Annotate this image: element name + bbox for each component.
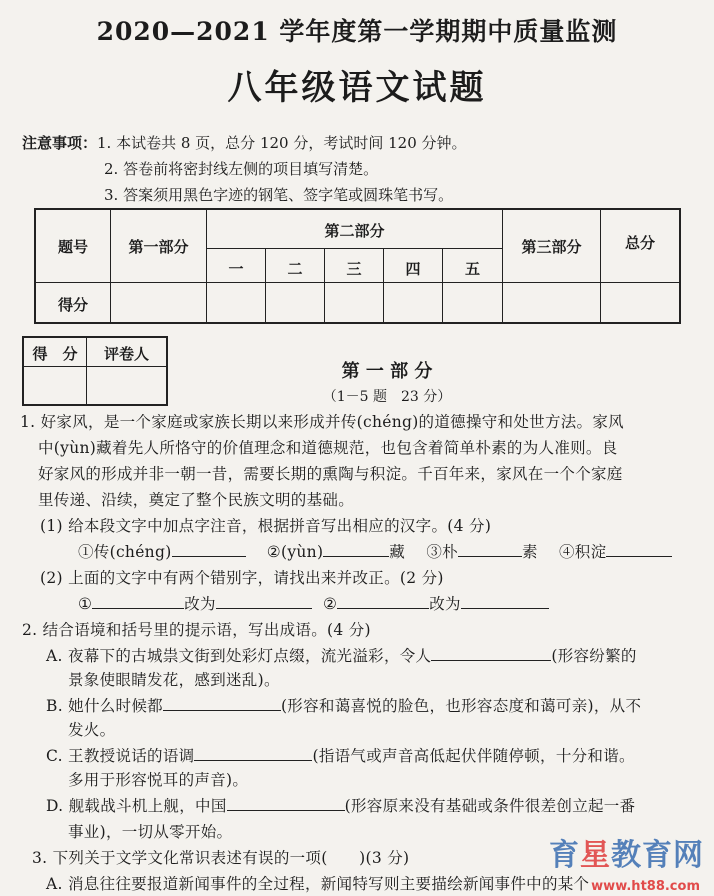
q2-c-text: C. 王教授说话的语调 [46,747,195,765]
q2-c-blank[interactable] [194,746,312,761]
score-table [34,208,681,324]
q1-sub1-answers [78,540,672,562]
q2-d-blank[interactable] [227,796,345,811]
q2-a-line1 [46,644,637,666]
q2-a-line2: 景象使眼睛发花，感到迷乱)。 [68,671,280,689]
q1-sub1: (1) 给本段文字中加点字注音，根据拼音写出相应的汉字。(4 分) [40,517,492,535]
header-part2-5: 五 [464,260,480,278]
q1-sub2-item4: 改为 [429,595,461,613]
score-cell-total[interactable] [601,283,679,322]
header-part2: 第二部分 [324,222,385,240]
q2-b-text: B. 她什么时候都 [46,697,163,715]
q1-sub1-item2: ②(yùn) [266,543,324,561]
q3-stem: 3. 下列关于文学文化常识表述有误的一项( )(3 分) [32,849,410,867]
header-total: 总分 [624,234,655,252]
q2-a-hint: (形容纷繁的 [551,647,637,665]
header-part2-4: 四 [405,260,421,278]
header-part3: 第三部分 [521,238,582,256]
watermark-logo [549,830,704,874]
watermark-text-a: 育 [549,838,580,873]
q2-b-blank[interactable] [163,696,281,711]
exam-subject-title: 八年级语文试题 [227,68,487,108]
q1-line-2: 中(yùn)藏着先人所恪守的价值理念和道德规范，也包含着简单朴素的为人准则。良 [38,439,618,457]
q1-sub2-item3: ② [323,595,338,613]
q1-correction-2b[interactable] [461,594,549,609]
q1-sub2: (2) 上面的文字中有两个错别字，请找出来并改正。(2 分) [40,569,444,587]
q1-sub1-item3: ③朴 [426,543,458,561]
q2-b-line2: 发火。 [68,721,116,739]
q3-option-a: A. 消息往往要报道新闻事件的全过程，新闻特写则主要描绘新闻事件中的某个 [46,875,590,893]
watermark-star: 星 [580,838,611,873]
q2-d-text: D. 舰载战斗机上舰，中国 [46,797,227,815]
notes-block [22,132,467,153]
q1-sub1-item1: ①传(chéng) [78,543,172,561]
q1-line-3: 好家风的形成并非一朝一昔，需要长期的熏陶与积淀。千百年来，家风在一个个家庭 [38,465,623,483]
grader-score-label: 得 分 [32,345,78,363]
q1-blank-2[interactable] [323,542,389,557]
q2-c-line1 [46,744,635,766]
q1-sub1-item3-tail: 素 [521,543,538,561]
q1-blank-1[interactable] [172,542,246,557]
q1-line-4: 里传递、沿续，奠定了整个民族文明的基础。 [38,491,355,509]
q2-c-line2: 多用于形容悦耳的声音)。 [68,771,249,789]
notes-lead: 注意事项： [22,134,98,152]
q2-a-blank[interactable] [431,646,551,661]
header-part1: 第一部分 [128,238,189,256]
note-item-1: 1. 本试卷共 8 页，总分 120 分，考试时间 120 分钟。 [97,134,467,152]
q2-a-text: A. 夜幕下的古城祟文街到处彩灯点缀，流光溢彩，令人 [46,647,432,665]
q2-stem: 2. 结合语境和括号里的提示语，写出成语。(4 分) [22,621,371,639]
row-score-label: 得分 [57,296,88,314]
watermark-url: www.ht88.com [591,879,700,894]
q2-b-hint: (形容和蔼喜悦的脸色，也形容态度和蔼可亲)，从不 [280,697,642,715]
q2-d-line2: 事业)，一切从零开始。 [68,823,233,841]
q1-correction-2a[interactable] [337,594,429,609]
q1-sub2-answers [78,592,549,614]
q2-d-hint: (形容原来没有基础或条件很差创立起一番 [344,797,636,815]
header-question-number: 题号 [57,238,88,256]
q1-correction-1a[interactable] [92,594,184,609]
q2-c-hint: (指语气或声音高低起伏伴随停顿，十分和谐。 [312,747,635,765]
q1-correction-1b[interactable] [216,594,312,609]
watermark-text-b: 教育网 [611,838,704,873]
note-item-2: 2. 答卷前将密封线左侧的项目填写清楚。 [104,160,379,178]
q1-sub1-item2-tail: 藏 [389,543,406,561]
q1-blank-3[interactable] [458,542,522,557]
q1-line-1: 1. 好家风，是一个家庭或家族长期以来形成并传(chéng)的道德操守和处世方法。家风 [20,413,624,431]
q1-sub1-item4: ④积淀 [559,543,607,561]
q1-sub2-item2: 改为 [184,595,216,613]
grader-name-label: 评卷人 [103,345,149,363]
q2-b-line1 [46,694,641,716]
note-item-3: 3. 答案须用黑色字迹的钢笔、签字笔或圆珠笔书写。 [104,186,454,204]
header-part2-1: 一 [228,260,244,278]
exam-year-title: 2020—2021 学年度第一学期期中质量监测 [96,17,618,46]
q1-blank-4[interactable] [606,542,672,557]
section-title: 第 一 部 分 [341,361,433,382]
score-cell-part1[interactable] [111,283,206,322]
header-part2-2: 二 [287,260,303,278]
header-part2-3: 三 [346,260,362,278]
q1-sub2-item1: ① [78,595,93,613]
q2-d-line1 [46,794,635,816]
section-range: （1－5 题 23 分） [322,389,452,405]
